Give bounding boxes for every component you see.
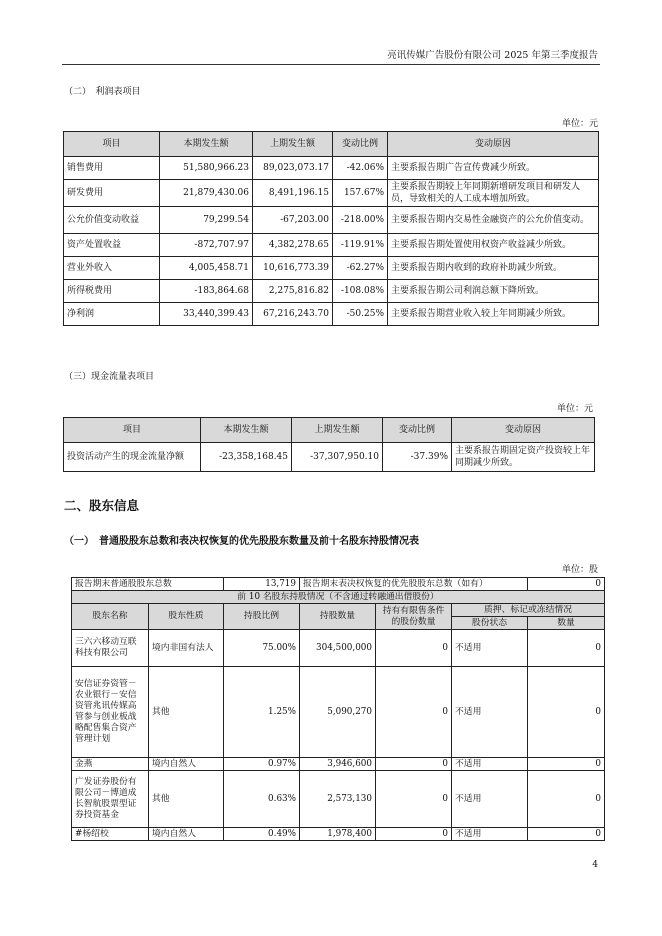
cell-item: 资产处置收益	[64, 234, 160, 257]
col-header-item: 项目	[64, 132, 160, 157]
cell-item: 公允价值变动收益	[64, 207, 160, 234]
top10-caption: 前 10 名股东持股情况（不含通过转融通出借股份）	[72, 591, 605, 604]
income-table-header	[64, 132, 599, 157]
cell-current: 21,879,430.06	[160, 180, 253, 207]
table-row	[72, 630, 605, 667]
shareholder-table	[71, 577, 605, 841]
cell-item: 营业外收入	[64, 257, 160, 280]
cell-holder-restricted: 0	[376, 667, 452, 758]
col-header-pledge: 质押、标记或冻结情况	[452, 604, 605, 617]
table-row	[64, 443, 595, 472]
cell-holder-count: 0	[528, 771, 605, 828]
cell-current: -183,864.68	[160, 280, 253, 303]
cash-unit-label: 单位：元	[556, 404, 593, 414]
cell-change: 157.67%	[333, 180, 388, 207]
col-header-change: 变动比例	[383, 418, 452, 443]
cell-change: -37.39%	[383, 443, 452, 472]
cell-prior: 89,023,073.17	[253, 157, 333, 180]
table-row	[64, 157, 599, 180]
cell-holder-nature: 其他	[149, 667, 224, 758]
document-header-title: 亮讯传媒广告股份有限公司 2025 年第三季度报告	[387, 50, 598, 61]
cell-holder-name: 三六六移动互联科技有限公司	[72, 630, 149, 667]
cell-holder-name: #杨绍校	[72, 828, 149, 841]
cell-holder-restricted: 0	[376, 828, 452, 841]
cell-holder-quantity: 3,946,600	[300, 758, 376, 771]
cell-reason: 主要系报告期营业收入较上年同期减少所致。	[388, 303, 599, 326]
cell-holder-nature: 境内自然人	[149, 828, 224, 841]
cell-current: 79,299.54	[160, 207, 253, 234]
cell-holder-quantity: 1,978,400	[300, 828, 376, 841]
cell-reason: 主要系报告期处置使用权资产收益减少所致。	[388, 234, 599, 257]
cell-holder-count: 0	[528, 758, 605, 771]
cell-current: 33,440,399.43	[160, 303, 253, 326]
cell-prior: -67,203.00	[253, 207, 333, 234]
cell-reason: 主要系报告期较上年同期新增研发项目和研发人员，导致相关的人工成本增加所致。	[388, 180, 599, 207]
cell-prior: 2,275,816.82	[253, 280, 333, 303]
shareholder-header-row	[72, 604, 605, 617]
cell-holder-ratio: 0.49%	[224, 828, 300, 841]
cell-reason: 主要系报告期固定资产投资较上年同期减少所致。	[452, 443, 595, 472]
cell-item: 净利润	[64, 303, 160, 326]
cell-item: 研发费用	[64, 180, 160, 207]
income-section-title: （二） 利润表项目	[64, 87, 141, 97]
col-header-current: 本期发生额	[160, 132, 253, 157]
col-header-reason: 变动原因	[388, 132, 599, 157]
cell-prior: 67,216,243.70	[253, 303, 333, 326]
cell-holder-restricted: 0	[376, 630, 452, 667]
cell-item: 所得税费用	[64, 280, 160, 303]
preferred-holders-value: 0	[528, 578, 605, 591]
cell-change: -50.25%	[333, 303, 388, 326]
total-holders-label: 报告期末普通股股东总数	[72, 578, 224, 591]
col-header-count: 数量	[528, 617, 605, 630]
cell-holder-ratio: 0.97%	[224, 758, 300, 771]
table-row	[72, 828, 605, 841]
cell-holder-name: 广发证券股份有限公司－博道成长智航股票型证券投资基金	[72, 771, 149, 828]
shareholder-subheading: （一） 普通股股东总数和表决权恢复的优先股股东数量及前十名股东持股情况表	[64, 536, 419, 547]
cell-holder-name: 安信证券资管－农业银行－安信资管兆讯传媒高管参与创业板战略配售集合资产管理计划	[72, 667, 149, 758]
summary-row	[72, 578, 605, 591]
cell-reason: 主要系报告期内交易性金融资产的公允价值变动。	[388, 207, 599, 234]
col-header-quantity: 持股数量	[300, 604, 376, 630]
table-row	[64, 234, 599, 257]
cell-current: -23,358,168.45	[201, 443, 292, 472]
col-header-item: 项目	[64, 418, 201, 443]
cell-holder-nature: 其他	[149, 771, 224, 828]
table-row	[64, 207, 599, 234]
col-header-nature: 股东性质	[149, 604, 224, 630]
cell-change: -62.27%	[333, 257, 388, 280]
cell-item: 投资活动产生的现金流量净额	[64, 443, 201, 472]
col-header-current: 本期发生额	[201, 418, 292, 443]
cell-holder-nature: 境内自然人	[149, 758, 224, 771]
shareholder-heading: 二、股东信息	[64, 498, 140, 513]
cell-current: -872,707.97	[160, 234, 253, 257]
cell-holder-status: 不适用	[452, 630, 528, 667]
cell-holder-quantity: 304,500,000	[300, 630, 376, 667]
cash-flow-table	[63, 417, 595, 472]
cell-holder-ratio: 1.25%	[224, 667, 300, 758]
col-header-name: 股东名称	[72, 604, 149, 630]
cell-holder-status: 不适用	[452, 667, 528, 758]
table-row	[64, 180, 599, 207]
table-row	[72, 771, 605, 828]
cell-prior: 10,616,773.39	[253, 257, 333, 280]
cell-prior: 8,491,196.15	[253, 180, 333, 207]
table-row	[64, 303, 599, 326]
col-header-prior: 上期发生额	[292, 418, 383, 443]
shareholder-unit-label: 单位：股	[561, 565, 598, 575]
col-header-prior: 上期发生额	[253, 132, 333, 157]
cell-holder-status: 不适用	[452, 771, 528, 828]
cell-change: -42.06%	[333, 157, 388, 180]
cell-reason: 主要系报告期公司利润总额下降所致。	[388, 280, 599, 303]
cell-holder-restricted: 0	[376, 758, 452, 771]
table-row	[72, 758, 605, 771]
header-divider	[62, 64, 600, 65]
top10-caption-row	[72, 591, 605, 604]
cell-holder-count: 0	[528, 828, 605, 841]
cell-item: 销售费用	[64, 157, 160, 180]
cash-section-title: （三）现金流量表项目	[64, 372, 155, 382]
cell-holder-ratio: 0.63%	[224, 771, 300, 828]
cell-holder-status: 不适用	[452, 758, 528, 771]
cell-holder-count: 0	[528, 630, 605, 667]
preferred-holders-label: 报告期末表决权恢复的优先股股东总数（如有）	[300, 578, 528, 591]
cell-holder-status: 不适用	[452, 828, 528, 841]
cell-reason: 主要系报告期内收到的政府补助减少所致。	[388, 257, 599, 280]
col-header-status: 股份状态	[452, 617, 528, 630]
cell-current: 51,580,966.23	[160, 157, 253, 180]
cell-prior: 4,382,278.65	[253, 234, 333, 257]
page-number: 4	[592, 860, 598, 870]
cell-change: -119.91%	[333, 234, 388, 257]
cash-table-header	[64, 418, 595, 443]
cell-holder-name: 金燕	[72, 758, 149, 771]
table-row	[64, 280, 599, 303]
cell-holder-count: 0	[528, 667, 605, 758]
col-header-reason: 变动原因	[452, 418, 595, 443]
col-header-change: 变动比例	[333, 132, 388, 157]
col-header-restricted: 持有有限售条件的股份数量	[376, 604, 452, 630]
cell-holder-quantity: 5,090,270	[300, 667, 376, 758]
cell-change: -218.00%	[333, 207, 388, 234]
cell-holder-restricted: 0	[376, 771, 452, 828]
total-holders-value: 13,719	[224, 578, 300, 591]
income-unit-label: 单位：元	[561, 119, 598, 129]
income-table	[63, 131, 599, 326]
cell-holder-quantity: 2,573,130	[300, 771, 376, 828]
cell-change: -108.08%	[333, 280, 388, 303]
table-row	[72, 667, 605, 758]
cell-prior: -37,307,950.10	[292, 443, 383, 472]
cell-holder-ratio: 75.00%	[224, 630, 300, 667]
cell-holder-nature: 境内非国有法人	[149, 630, 224, 667]
col-header-ratio: 持股比例	[224, 604, 300, 630]
cell-current: 4,005,458.71	[160, 257, 253, 280]
table-row	[64, 257, 599, 280]
cell-reason: 主要系报告期广告宣传费减少所致。	[388, 157, 599, 180]
